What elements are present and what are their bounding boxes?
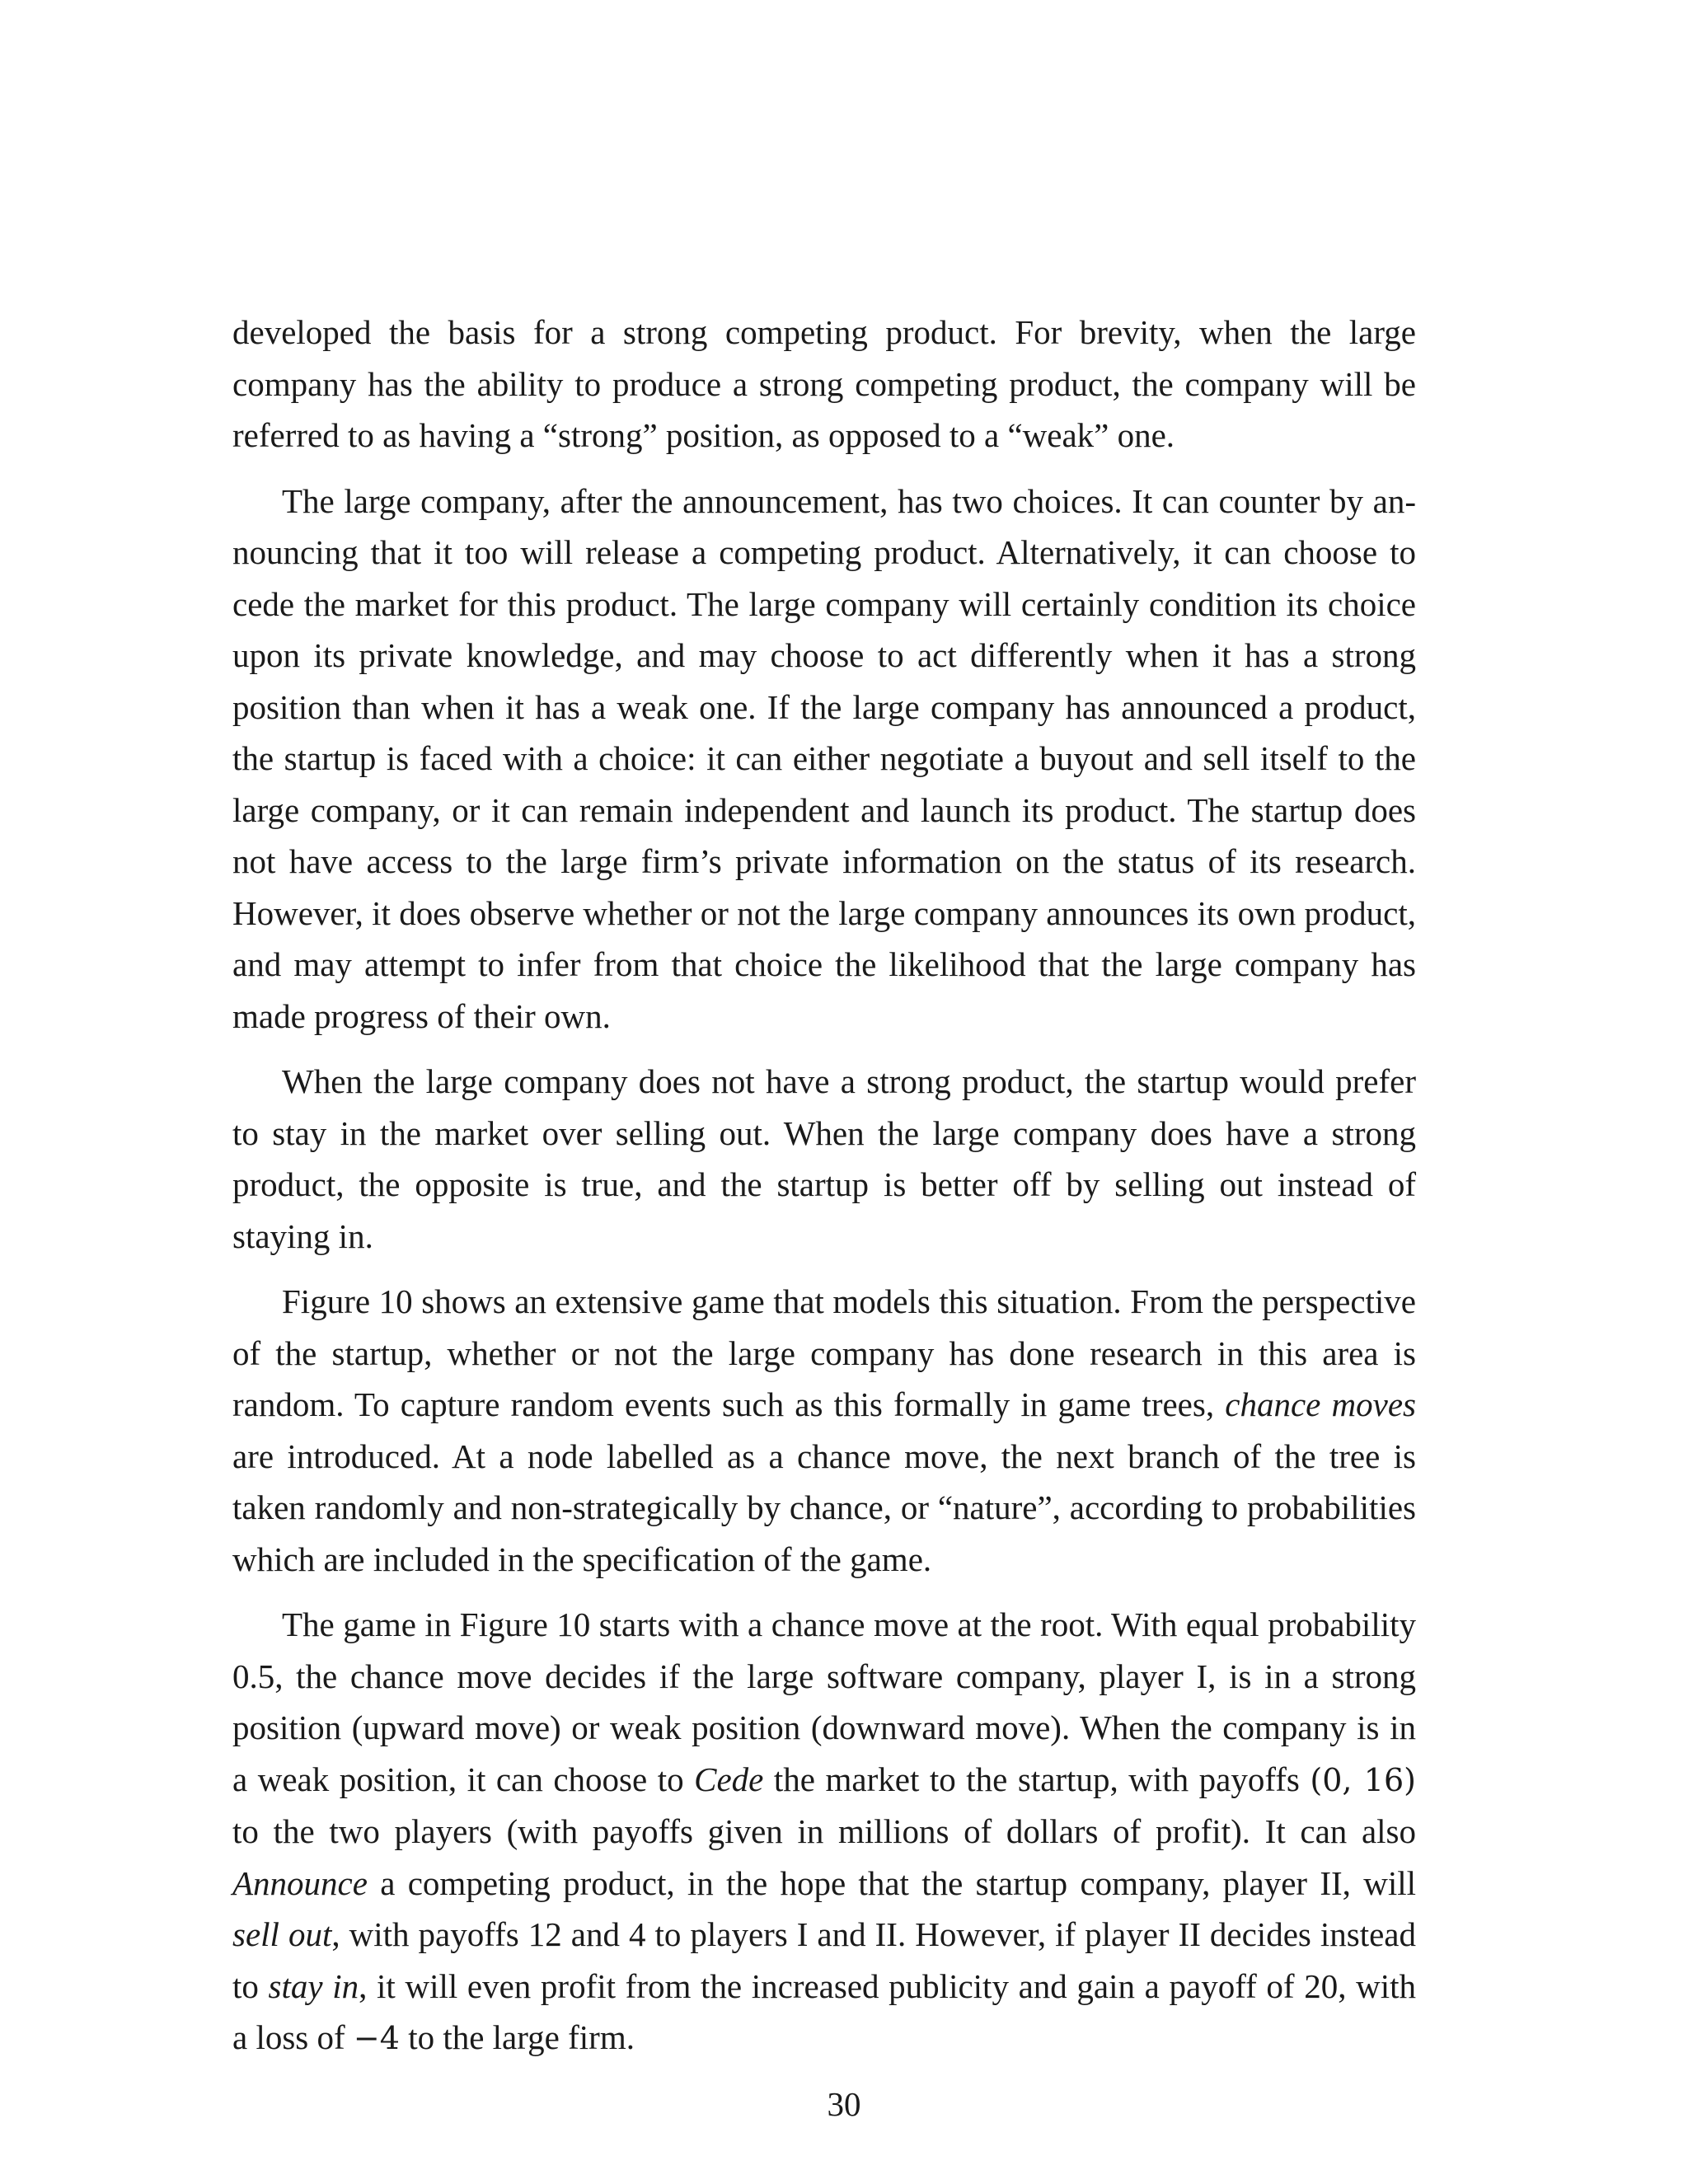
paragraph-1 <box>232 307 1416 462</box>
term-sell-out: sell out <box>232 1915 332 1953</box>
text-span: developed the basis for a strong competing product. For brevity, when the large company has the ability to produce a strong competing product, the company will be referred to as having a “strong” position, as opposed to a “weak” one. <box>232 313 1416 454</box>
text-span: Figure 10 shows an extensive game that models this situation. From the perspective of the startup, whether or not the large company has done research in this area is random. To capture random events such as this formally in game trees, <box>232 1282 1416 1423</box>
term-chance-moves: chance moves <box>1225 1385 1416 1423</box>
text-span: When the large company does not have a strong product, the startup would prefer to stay in the market over selling out. When the large company does have a strong product, the opposite is true, and the startup is better off by selling out instead of staying in. <box>232 1062 1416 1255</box>
text-span: a competing product, in the hope that the startup company, player II, will <box>367 1863 1416 1902</box>
paragraph-5 <box>232 1599 1416 2064</box>
text-span: , it will even profit from the increased publicity and gain a payoff of 20, with a loss of <box>232 1966 1417 2056</box>
term-announce: Announce <box>232 1863 368 1902</box>
text-span: are introduced. At a node labelled as a chance move, the next branch of the tree is taken randomly and non-strategically by chance, or “nature”, according to probabilities which are included in the specification of the game. <box>232 1436 1416 1578</box>
paragraph-3 <box>232 1056 1416 1262</box>
paragraph-2 <box>232 476 1416 1043</box>
text-span: The game in Figure 10 starts with a chance move at the root. With equal probability 0.5, the chance move decides if the large software company, player I, is in a strong position (upward move) or weak position (downward move). When the company is in a weak position, it can choose to <box>232 1605 1416 1798</box>
text-span: the market to the startup, with payoffs <box>763 1760 1311 1798</box>
term-cede: Cede <box>694 1760 764 1798</box>
text-span: , with payoffs 12 and 4 to players I and II. However, if player II decides instead to <box>232 1915 1416 2005</box>
text-span: The large company, after the announcement, has two choices. It can counter by announcing that it too will release a competing product. Alternatively, it can choose to cede the market for this product. The large company will certainly condition its choice upon its private knowledge, and may choose to act differently when it has a strong position than when it has a weak one. If the large company has announced a product, the startup is faced with a choice: it can either negotiate a buyout and sell itself to the large company, or it can remain independent and launch its product. The startup does not have access to the large firm’s private information on the status of its research. However, it does observe whether or not the large company announces its own product, and may attempt to infer from that choice the likelihood that the large company has made progress of their own. <box>232 481 1416 1035</box>
text-span: to the two players (with payoffs given in millions of dollars of profit). It can also <box>232 1812 1416 1850</box>
page-body <box>232 307 1416 2064</box>
term-stay-in: stay in <box>268 1966 359 2005</box>
paragraph-4 <box>232 1276 1416 1585</box>
page-number: 30 <box>827 2085 861 2123</box>
math-loss-value: −4 <box>353 2020 400 2056</box>
text-span: to the large firm. <box>399 2018 635 2056</box>
math-payoff-pair: (0, 16) <box>1310 1761 1416 1798</box>
